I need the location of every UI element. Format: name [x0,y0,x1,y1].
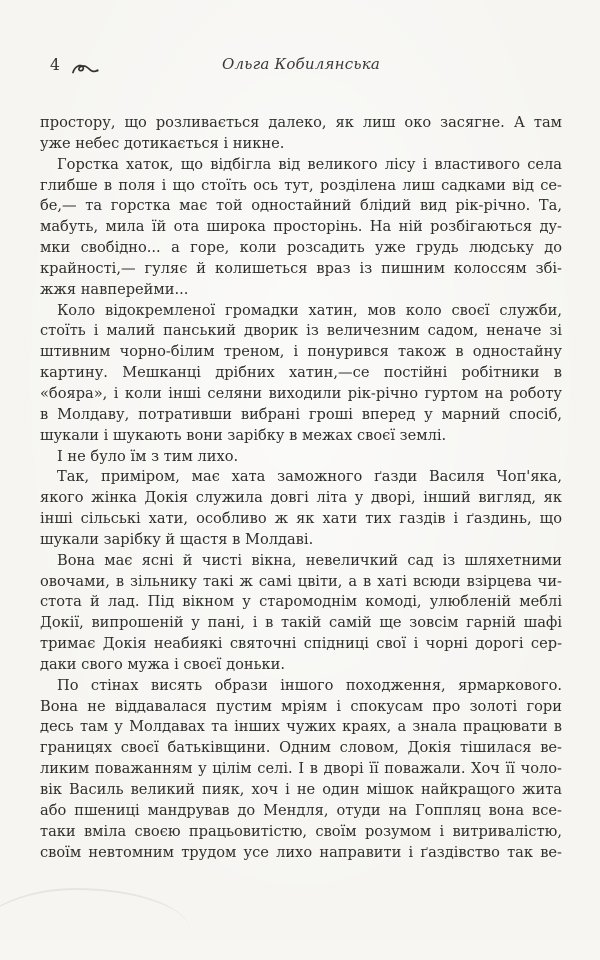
scan-shadow-artifact [0,888,190,960]
paragraph [40,467,562,550]
text-line: простору, що розливається далеко, як лиш око засягне. А там [40,114,562,131]
text-line: в Молдаву, потративши вибрані гроші вперед у марний спосіб, [40,405,562,423]
text-line: своїм невтомним трудом усе лихо направити і ґаздівство так ве- [40,843,562,861]
text-line: І не було їм з тим лихо. [57,447,239,465]
text-line: вік Василь великий пияк, хоч і не один мішок найкращого жита [40,781,562,798]
text-line: бе,— та горстка має той одностайний блідий вид рік-річно. Та, [40,197,562,215]
page-text [40,113,562,863]
text-line: або пшениці мандрував до Мендля, отуди на Гоппляц вона все- [40,801,562,819]
text-line: глибше в поля і що стоїть ось тут, розділена лиш садками від се- [40,176,562,194]
text-line: Так, приміром, має хата заможного ґазди Василя Чоп'яка, [57,468,562,486]
text-line: мки свобідно... а горе, коли розсадить уже грудь людську до [40,239,562,257]
text-line: Горстка хаток, що відбігла від великого лісу і властивого села [57,155,562,173]
text-line: шукали і шукають вони зарібку в межах своєї землі. [40,426,447,444]
text-line: жжя навперейми... [40,280,189,298]
text-line: стота й лад. Під вікном у старомоднім комоді, улюбленій меблі [40,593,562,611]
paragraph [40,676,562,864]
text-line: ликим поважанням у цілім селі. І в дворі її поважали. Хоч її чоло- [40,760,562,778]
paragraph [40,301,562,447]
text-line: картину. Мешканці дрібних хатин,—се постійні робітники в [40,364,562,382]
text-line: «бояра», і коли інші селяни виходили рік-річно гуртом на роботу [40,384,562,402]
text-line: штивним чорно-білим треном, і понурився також в одностайну [40,343,562,361]
text-line: мабуть, мила їй ота широка просторінь. На ній розбігаються ду- [40,218,562,236]
text-line: інші сільські хати, особливо ж як хати тих газдів і ґаздинь, що [40,510,562,528]
paragraph [40,447,562,468]
text-line: овочами, в зільнику такі ж самі цвіти, а в хаті всюди взірцева чи- [40,572,562,590]
text-line: даки свого мужа і своєї доньки. [40,655,286,673]
text-line: границях своєї батьківщини. Одним словом, Докія тішилася ве- [40,739,562,757]
text-line: Коло відокремленої громадки хатин, мов коло своєї служби, [57,301,562,319]
text-line: Вона не віддавалася пустим мріям і спокусам про золоті гори [40,697,562,715]
paragraph [40,155,562,301]
page-number: 4 [50,56,60,74]
text-line: десь там у Молдавах та інших чужих краях, а знала працювати в [40,718,562,736]
running-header-title: Ольга Кобилянська [222,55,380,73]
paragraph [40,113,562,155]
text-line: стоїть і малий панський дворик із величезним садом, неначе зі [40,322,562,340]
text-line: шукали зарібку й щастя в Молдаві. [40,530,314,548]
page-header [40,55,562,79]
text-line: таки вміла своєю працьовитістю, своїм розумом і витривалістю, [40,822,562,840]
text-line: якого жінка Докія служила довгі літа у дворі, інший вигляд, як [40,489,562,507]
text-line: Вона має ясні й чисті вікна, невеличкий сад із шляхетними [57,551,562,569]
text-line: тримає Докія неабиякі святочні спідниці свої і чорні дорогі сер- [40,635,562,653]
text-line: Докії, випрошеній у пані, і в такій самій ще зовсім гарній шафі [40,614,562,632]
text-line: крайності,— гуляє й колишеться враз із пишним колоссям збі- [40,259,562,277]
text-line: уже небес дотикається і никне. [40,134,285,152]
paragraph [40,551,562,676]
text-line: По стінах висять образи іншого походження, ярмаркового. [57,676,562,694]
